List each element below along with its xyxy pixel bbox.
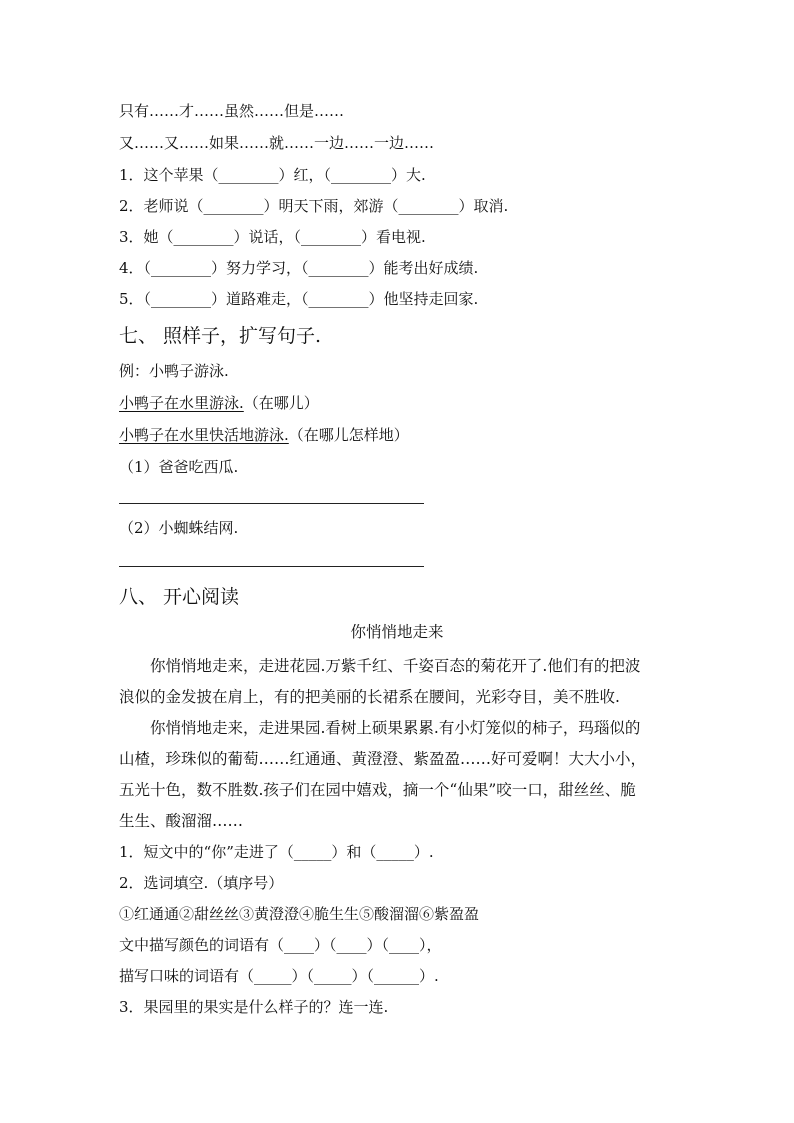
reading-question-1: 1．短文中的“你”走进了（_____）和（_____）. (119, 843, 434, 861)
color-words-blank: 文中描写颜色的词语有（____）（____）（____）， (119, 936, 442, 954)
reading-question-2: 2．选词填空.（填序号） (119, 874, 284, 892)
paragraph-2-line: 生生、酸溜溜…… (119, 812, 244, 830)
taste-words-blank: 描写口味的词语有（_____）（_____）（______）. (119, 967, 439, 985)
section-8-heading: 八、 开心阅读 (119, 586, 240, 608)
paragraph-1-line: 你悄悄地走来，走进花园.万紫千红、千姿百态的菊花开了.他们有的把波 (150, 657, 641, 675)
connectives-row-1: 只有……才……虽然……但是…… (119, 102, 345, 120)
expand-question-1: （1）爸爸吃西瓜. (119, 458, 239, 476)
word-options: ①红通通②甜丝丝③黄澄澄④脆生生⑤酸溜溜⑥紫盈盈 (119, 905, 480, 923)
paragraph-2-line: 山楂，珍珠似的葡萄……红通通、黄澄澄、紫盈盈……好可爱啊！大大小小， (119, 750, 647, 768)
section-7-heading: 七、 照样子，扩写句子. (119, 325, 322, 347)
example-2-note: （在哪儿怎样地） (288, 426, 409, 444)
fill-item-2: 2．老师说（________）明天下雨，郊游（________）取消. (119, 197, 509, 215)
answer-line-2[interactable] (119, 566, 424, 567)
example-1-sentence: 小鸭子在水里游泳. (119, 394, 244, 412)
paragraph-1-line: 浪似的金发披在肩上，有的把美丽的长裙系在腰间，光彩夺目，美不胜收. (119, 688, 620, 706)
reading-question-3: 3．果园里的果实是什么样子的？连一连. (119, 998, 389, 1016)
expand-question-2: （2）小蜘蛛结网. (119, 519, 239, 537)
reading-paragraph-2 (119, 713, 679, 837)
reading-title: 你悄悄地走来 (350, 623, 444, 641)
paragraph-2-line: 你悄悄地走来，走进果园.看树上硕果累累.有小灯笼似的柿子，玛瑙似的 (150, 719, 641, 737)
fill-item-4: 4．（________）努力学习，（________）能考出好成绩. (119, 259, 479, 277)
fill-item-3: 3．她（________）说话，（________）看电视. (119, 228, 426, 246)
example-label: 例：小鸭子游泳. (119, 362, 229, 380)
example-line-1 (119, 393, 319, 413)
fill-item-1: 1．这个苹果（________）红，（________）大. (119, 166, 426, 184)
fill-item-5: 5．（________）道路难走，（________）他坚持走回家. (119, 290, 479, 308)
paragraph-2-line: 五光十色，数不胜数.孩子们在园中嬉戏，摘一个“仙果”咬一口，甜丝丝、脆 (119, 781, 636, 799)
reading-paragraph-1 (119, 651, 679, 713)
example-2-sentence: 小鸭子在水里快活地游泳. (119, 426, 289, 444)
connectives-row-2: 又……又……如果……就……一边……一边…… (119, 134, 435, 152)
answer-line-1[interactable] (119, 503, 424, 504)
example-1-note: （在哪儿） (243, 394, 319, 412)
example-line-2 (119, 425, 409, 445)
